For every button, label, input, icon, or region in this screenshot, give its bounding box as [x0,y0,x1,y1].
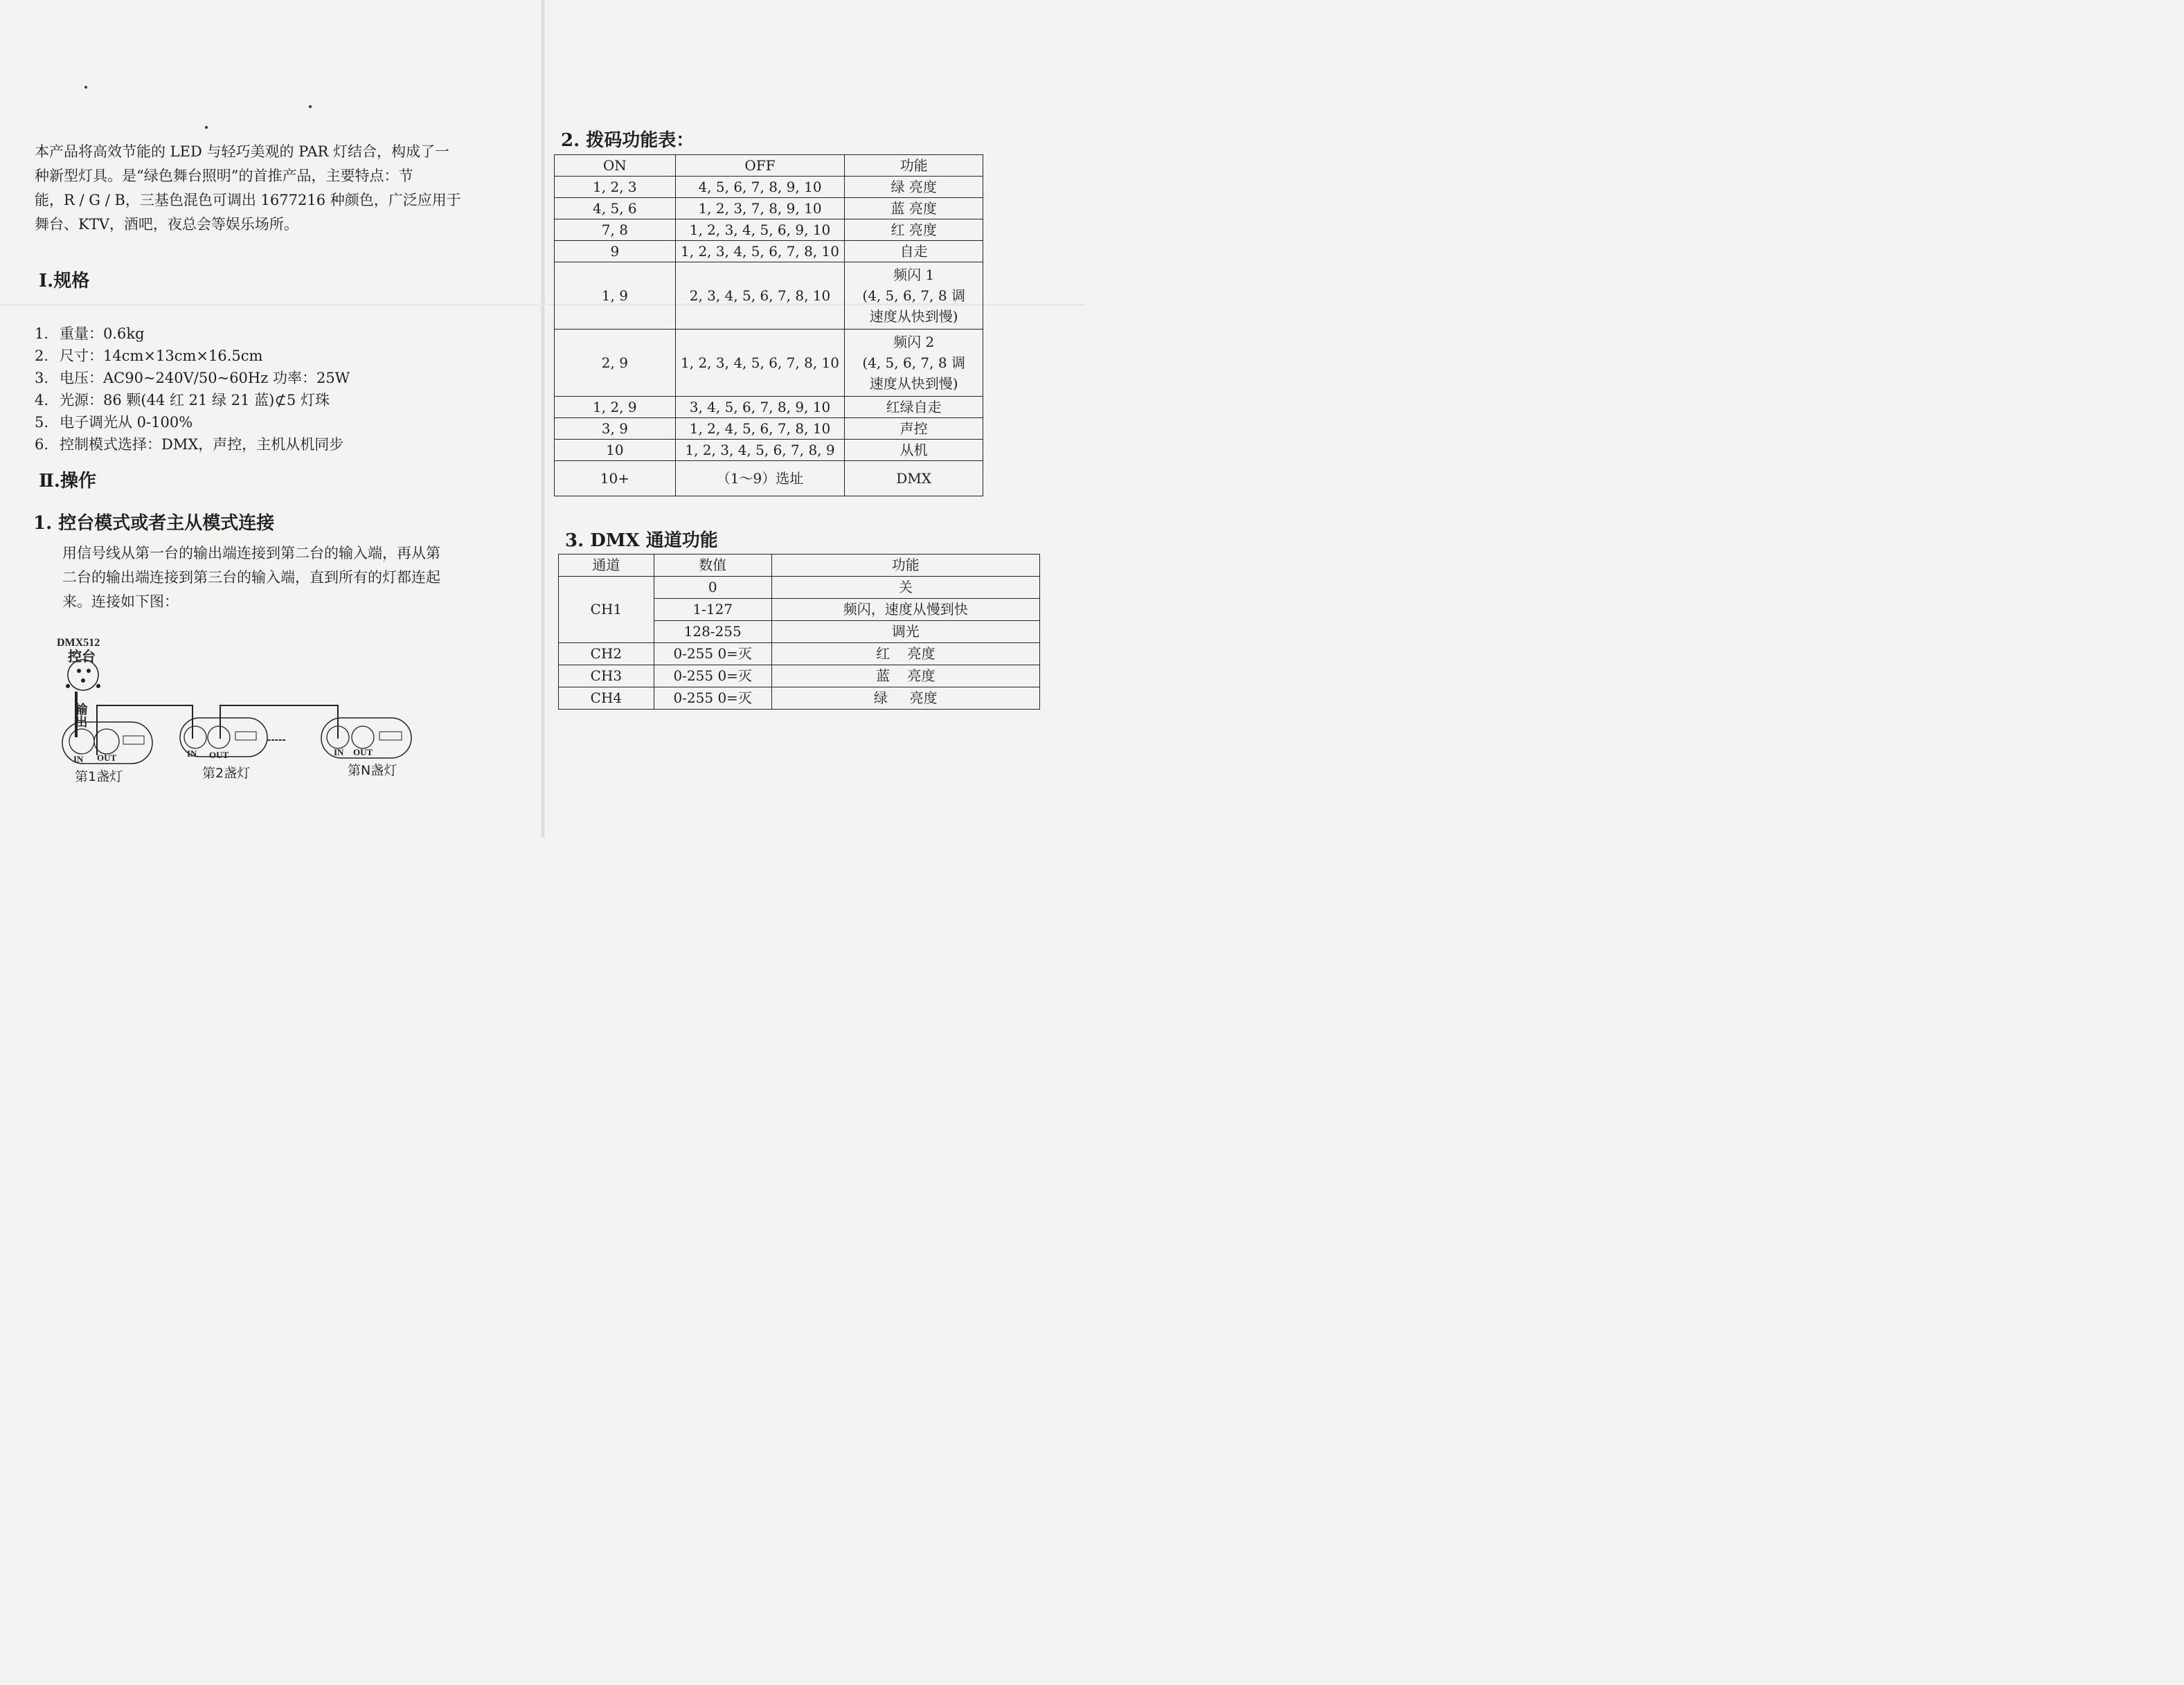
connection-diagram-svg [54,633,428,793]
output-label: 输出 [73,703,88,728]
table-row: 128-255 调光 [559,621,1040,643]
connection-line: 二台的输出端连接到第三台的输入端，直到所有的灯都连起 [62,569,440,586]
fixture-2-label: 第2盏灯 [202,766,251,781]
table-row: 10 1, 2, 3, 4, 5, 6, 7, 8, 9 从机 [555,440,983,461]
intro-line: 舞台、KTV，酒吧，夜总会等娱乐场所。 [35,216,298,233]
table-row: 1, 2, 9 3, 4, 5, 6, 7, 8, 9, 10 红绿自走 [555,397,983,418]
header-value: 数值 [654,555,771,577]
table-header-row [559,555,1040,577]
header-on: ON [555,155,676,177]
table-row: 1-127 频闪，速度从慢到快 [559,599,1040,621]
connection-line: 用信号线从第一台的输出端连接到第二台的输入端，再从第 [62,545,440,561]
spec-item: 5. 电子调光从 0-100% [35,414,193,431]
specs-list [35,323,350,456]
section-specs-title: Ⅰ.规格 [39,271,90,291]
connection-diagram [54,633,428,793]
dmx-channel-table [558,554,1040,710]
connection-paragraph [62,541,505,614]
left-page [0,0,543,838]
spec-item: 6. 控制模式选择：DMX，声控，主机从机同步 [35,436,344,453]
connection-line: 来。连接如下图： [62,593,179,610]
header-channel: 通道 [559,555,654,577]
table-row: 4, 5, 6 1, 2, 3, 7, 8, 9, 10 蓝 亮度 [555,198,983,219]
speck [309,105,312,108]
table-row: CH3 0-255 0=灭 蓝 亮度 [559,665,1040,687]
spec-item: 4. 光源：86 颗(44 红 21 绿 21 蓝)⊄5 灯珠 [35,392,330,408]
fixture-n-out-label: OUT [353,747,373,757]
intro-paragraph [35,140,505,237]
fixture-2-out-label: OUT [209,750,229,760]
link-cable-1 [97,705,193,755]
table-row: 9 1, 2, 3, 4, 5, 6, 7, 8, 10 自走 [555,241,983,262]
intro-line: 种新型灯具。是“绿色舞台照明”的首推产品，主要特点：节 [35,168,413,184]
header-function: 功能 [771,555,1039,577]
fixture-2-in-label: IN [187,748,197,759]
speck [205,126,208,129]
spec-item: 3. 电压：AC90~240V/50~60Hz 功率：25W [35,370,350,386]
table-row: 1, 2, 3 4, 5, 6, 7, 8, 9, 10 绿 亮度 [555,177,983,198]
table-row: CH1 0 关 [559,577,1040,599]
dip-switch-title: 2. 拨码功能表： [561,130,695,151]
spec-item: 1. 重量：0.6kg [35,325,145,342]
table-row: 7, 8 1, 2, 3, 4, 5, 6, 9, 10 红 亮度 [555,219,983,241]
fixture-1-label: 第1盏灯 [75,769,123,784]
table-header-row [555,155,983,177]
controller-model-label: DMX512 [57,637,100,649]
spec-item: 2. 尺寸：14cm×13cm×16.5cm [35,348,263,364]
fixture-1-out-label: OUT [97,753,117,763]
table-row: CH2 0-255 0=灭 红 亮度 [559,643,1040,665]
table-row: 10+ （1～9）选址 DMX [555,461,983,496]
intro-line: 本产品将高效节能的 LED 与轻巧美观的 PAR 灯结合，构成了一 [35,143,449,160]
right-page [543,0,1086,838]
speck [84,86,87,89]
table-row: 2, 9 1, 2, 3, 4, 5, 6, 7, 8, 10 频闪 2 (4, 5, 6, 7, 8 调 速度从快到慢) [555,330,983,397]
dip-switch-table [554,154,983,496]
dmx-channel-title: 3. DMX 通道功能 [565,530,718,551]
intro-line: 能，R / G / B，三基色混色可调出 1677216 种颜色，广泛应用于 [35,192,461,208]
table-row: 3, 9 1, 2, 4, 5, 6, 7, 8, 10 声控 [555,418,983,440]
chain-dots: ----- [267,734,286,746]
fixture-n-in-label: IN [334,747,344,757]
header-function: 功能 [845,155,983,177]
connection-subtitle: 1. 控台模式或者主从模式连接 [33,513,275,534]
header-off: OFF [675,155,845,177]
section-operation-title: Ⅱ.操作 [39,471,96,492]
table-row: CH4 0-255 0=灭 绿 亮度 [559,687,1040,710]
channel-cell: CH1 [559,577,654,643]
controller-label: 控台 [68,648,96,665]
fixture-1-in-label: IN [73,754,84,764]
table-row: 1, 9 2, 3, 4, 5, 6, 7, 8, 10 频闪 1 (4, 5, 6, 7, 8 调 速度从快到慢) [555,262,983,330]
fixture-n-label: 第N盏灯 [348,763,397,778]
